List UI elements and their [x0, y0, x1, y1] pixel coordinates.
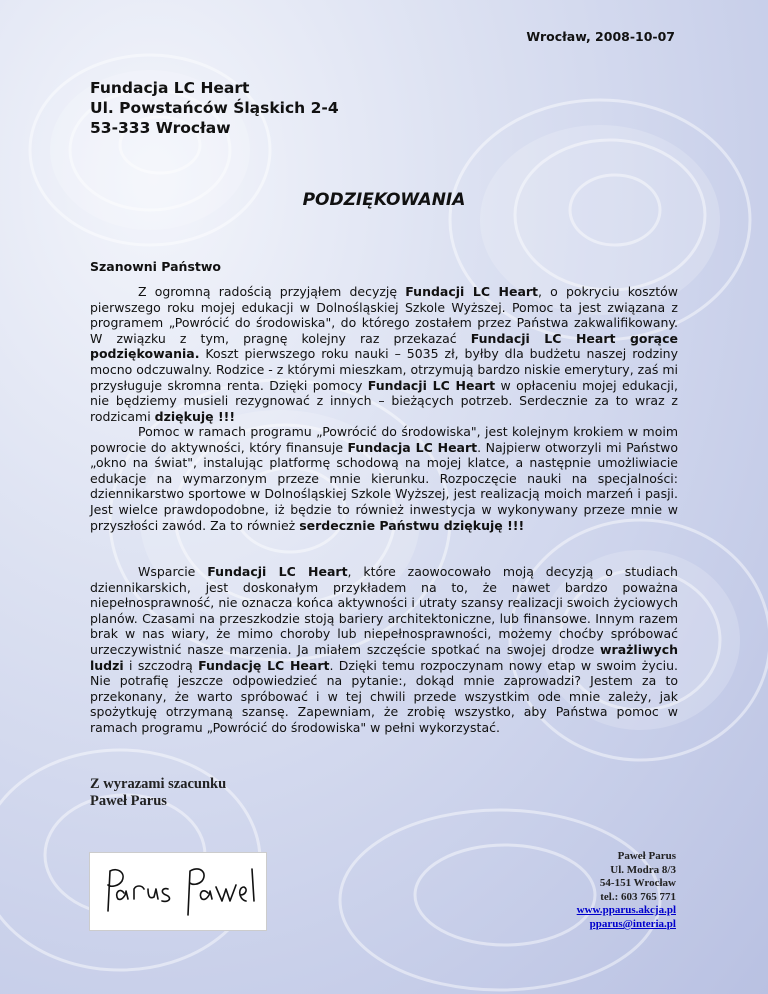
website-link[interactable]: www.pparus.akcja.pl — [576, 904, 676, 917]
text-run: Koszt pierwszego roku nauki – 5035 zł, byłby dla budżetu naszej rodziny mocno odczuwalny. Rodzice - z którymi mieszkam, otrzymują bardzo niskie emerytury, zaś mi przysługuje skromna renta. Dzięki pomocy — [90, 346, 679, 393]
salutation: Szanowni Państwo — [90, 259, 221, 274]
recipient-city: 53-333 Wrocław — [90, 119, 231, 137]
bold-text-run: dziękuję !!! — [154, 408, 236, 424]
paragraph-text — [90, 564, 678, 736]
text-run: . Dzięki temu rozpoczynam nowy etap w swoim życiu. Nie potrafię jeszcze odpowiedzieć na pytanie:, dokąd mnie zaprowadzi? Jestem za to przekonany, że warto spróbować i w tej chwili przede wszystkim ode mnie zależy, jak spożytkuję otrzymaną szansę. Zapewniam, że zrobię wszystko, aby Państwa pomoc w ramach programu „Powrócić do środowiska" w pełni wykorzystać. — [90, 657, 678, 735]
bold-text-run: Fundacji LC Heart — [367, 377, 496, 393]
closing-phrase: Z wyrazami szacunku — [90, 776, 227, 792]
text-run: Wsparcie — [138, 564, 208, 579]
text-run: Z ogromną radością przyjąłem decyzję — [138, 284, 406, 299]
text-run: Pomoc w ramach programu „Powrócić do środowiska", jest kolejnym krokiem w moim powrocie do aktywności, który finansuje — [90, 424, 678, 455]
recipient-address — [90, 78, 339, 138]
text-run: , o pokryciu kosztów pierwszego roku mojej edukacji w Dolnośląskiej Szkole Wyższej. Pomoc ta jest związana z programem „Powrócić do środowiska", do którego zostałem przez Państwa zakwalifikowany. W związku z tym, pragnę kolejny raz przekazać — [90, 284, 678, 346]
text-run: . Najpierw otworzyli mi Państwo „okno na świat", instalując platformę schodową na mojej klatce, a następnie umożliwiacie edukacje na wymarzonym przeze mnie kierunku. Rozpoczęcie nauki na specjalności: dziennikarstwo sportowe w Dolnośląskiej Szkole Wyższej, jest realizacją moich marzeń i pasji. Jest wielce prawdopodobne, iż będzie to również inwestycja w wykonywany przeze mnie w przyszłości zawód. Za to również — [90, 439, 678, 533]
email-link[interactable]: pparus@interia.pl — [589, 917, 676, 930]
letter-title: PODZIĘKOWANIA — [302, 190, 466, 210]
bold-text-run: Fundację LC Heart — [198, 657, 330, 673]
bold-text-run: Fundacji LC Heart — [405, 284, 539, 299]
recipient-name: Fundacja LC Heart — [90, 79, 250, 97]
contact-name: Paweł Parus — [617, 850, 676, 862]
text-run: i szczodrą — [123, 657, 199, 673]
paragraph-1 — [90, 284, 678, 424]
signature-image — [90, 853, 266, 930]
contact-phone: tel.: 603 765 771 — [600, 890, 676, 903]
closing — [90, 776, 226, 810]
paragraph-3 — [90, 564, 678, 736]
handwritten-signature — [89, 852, 267, 931]
bold-text-run: Fundacji LC Heart — [207, 564, 348, 579]
paragraph-text — [90, 284, 678, 424]
contact-street: Ul. Modra 8/3 — [610, 863, 676, 876]
text-run: , które zaowocowało moją decyzją o studiach dziennikarskich, jest doskonałym przykładem na to, że nawet bardzo poważna niepełnosprawność, nie oznacza końca aktywności i utraty szansy realizacji swoich życiowych planów. Czasami na przeszkodzie stoją bariery architektoniczne, lub finansowe. Innym razem brak w nas wiary, że mimo choroby lub niepełnosprawności, możemy choćby spróbować urzeczywistnić nasze marzenia. Ja miałem szczęście spotkać na swojej drodze — [90, 564, 678, 657]
recipient-street: Ul. Powstańców Śląskich 2-4 — [90, 99, 339, 117]
bold-text-run: wrażliwych ludzi — [90, 641, 678, 673]
closing-name: Paweł Parus — [90, 793, 167, 809]
bold-text-run: Fundacji LC Heart gorące podziękowania. — [90, 330, 678, 362]
text-run: w opłaceniu mojej edukacji, nie będziemy musieli rezygnować z innych – bieżących potrzeb. Serdecznie za to wraz z rodzicami — [90, 377, 679, 424]
contact-city: 54-151 Wrocław — [599, 877, 676, 890]
paragraph-2 — [90, 424, 678, 533]
sender-contact — [577, 850, 676, 932]
paragraph-text — [90, 424, 678, 533]
letter-date: Wrocław, 2008-10-07 — [526, 29, 675, 44]
bold-text-run: serdecznie Państwu dziękuję !!! — [299, 517, 525, 533]
bold-text-run: Fundacja LC Heart — [347, 439, 478, 455]
